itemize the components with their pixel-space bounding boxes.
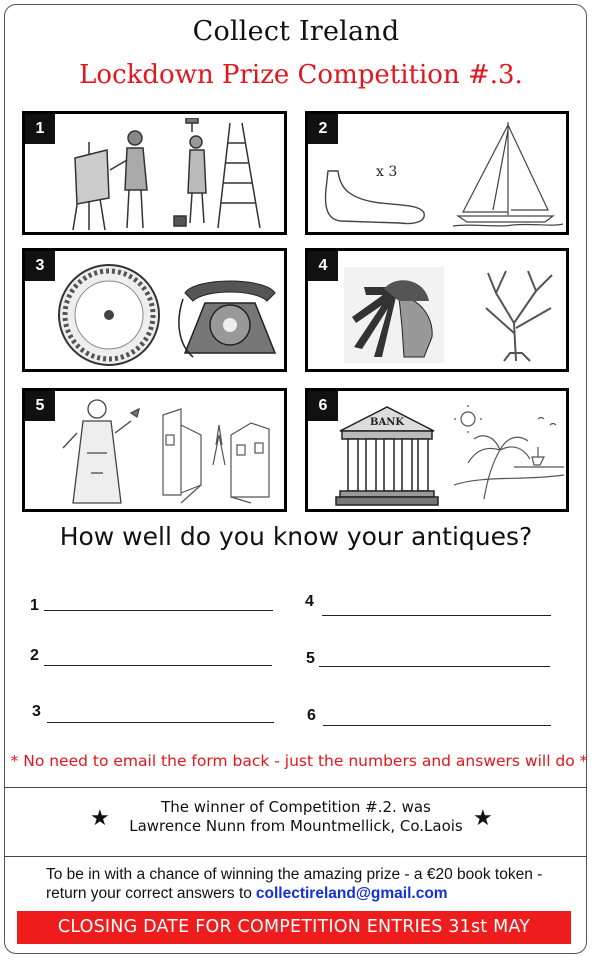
answer-line-1[interactable] <box>44 596 273 611</box>
bank-sign-label: BANK <box>370 417 405 428</box>
bare-tree-icon <box>466 263 566 363</box>
street-buildings-icon <box>161 405 271 505</box>
puzzle-panel-5 <box>22 388 287 512</box>
answer-line-3[interactable] <box>47 708 274 723</box>
answer-line-2[interactable] <box>44 651 272 666</box>
winner-announcement <box>0 798 592 836</box>
answer-number-1: 1 <box>30 597 39 614</box>
answer-number-6: 6 <box>307 707 316 724</box>
puzzle-panel-4 <box>305 248 569 372</box>
panel-number-badge: 3 <box>25 251 55 281</box>
section-divider-bottom <box>4 856 587 857</box>
saint-francis-icon <box>57 393 147 511</box>
puzzle-panel-2 <box>305 111 569 235</box>
house-painter-ladder-icon <box>170 118 270 233</box>
entry-instructions <box>46 865 576 903</box>
answer-line-5[interactable] <box>319 652 550 667</box>
painter-at-easel-icon <box>65 120 165 235</box>
rotary-telephone-icon <box>175 273 285 363</box>
answer-line-6[interactable] <box>323 711 551 726</box>
puzzle-panel-1 <box>22 111 287 235</box>
entry-instructions-line-1: To be in with a chance of winning the amazing prize - a €20 book token - <box>46 866 543 883</box>
panel-number-badge: 1 <box>25 114 55 144</box>
foot-icon <box>320 169 430 229</box>
entry-instructions-text: return your correct answers to <box>46 885 252 902</box>
section-divider-top <box>4 787 587 788</box>
winner-line-2: Lawrence Nunn from Mountmellick, Co.Laois <box>129 817 463 835</box>
closing-date-banner: CLOSING DATE FOR COMPETITION ENTRIES 31st MAY <box>17 911 571 944</box>
multiplier-caption: x 3 <box>376 164 398 180</box>
plate-icon <box>57 263 161 367</box>
page-subtitle: Lockdown Prize Competition #.3. <box>79 60 523 90</box>
quiz-question: How well do you know your antiques? <box>59 522 533 551</box>
star-icon: ★ <box>473 806 493 831</box>
beach-palm-icon <box>454 405 564 505</box>
entry-instructions-line-2 <box>46 884 576 903</box>
answer-line-4[interactable] <box>322 601 551 616</box>
instruction-note: * No need to email the form back - just the numbers and answers will do * <box>10 752 588 770</box>
panel-number-badge: 2 <box>308 114 338 144</box>
page-title: Collect Ireland <box>192 16 400 47</box>
headdress-chief-icon <box>344 267 444 363</box>
email-link[interactable]: collectireland@gmail.com <box>255 885 448 902</box>
answer-number-3: 3 <box>32 703 41 720</box>
panel-number-badge: 6 <box>308 391 338 421</box>
star-icon: ★ <box>90 806 110 831</box>
answer-number-2: 2 <box>30 647 39 664</box>
panel-number-badge: 5 <box>25 391 55 421</box>
winner-line-1: The winner of Competition #.2. was <box>161 798 431 816</box>
puzzle-panel-3 <box>22 248 287 372</box>
answer-number-4: 4 <box>305 593 314 610</box>
puzzle-panel-6 <box>305 388 569 512</box>
answer-number-5: 5 <box>306 650 315 667</box>
sailboat-icon <box>453 120 563 230</box>
panel-number-badge: 4 <box>308 251 338 281</box>
